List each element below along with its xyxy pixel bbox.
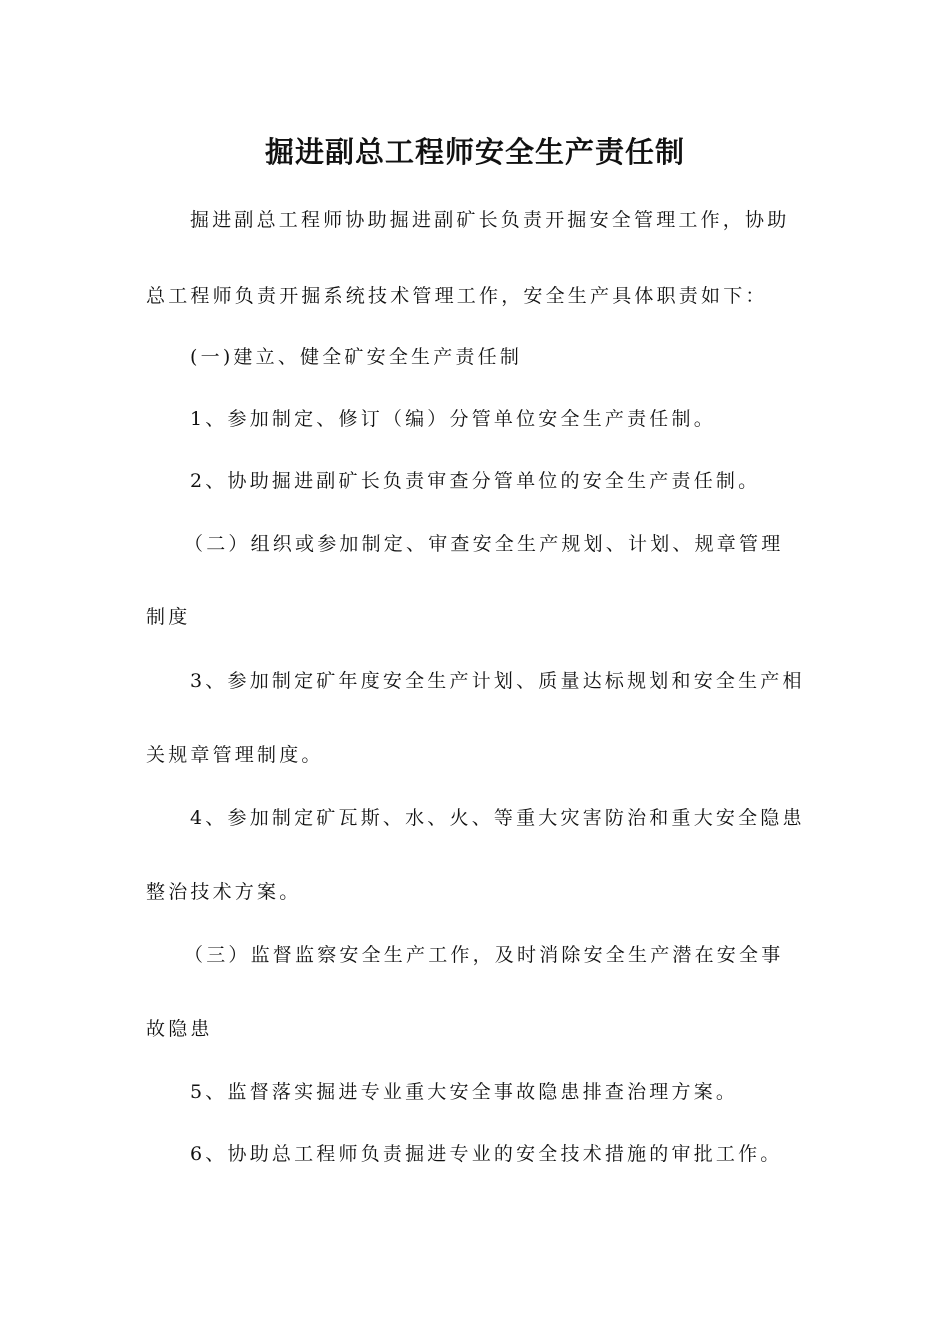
item-4-line-1: 4、参加制定矿瓦斯、水、火、等重大灾害防治和重大安全隐患 [190, 807, 805, 829]
item-6: 6、协助总工程师负责掘进专业的安全技术措施的审批工作。 [190, 1143, 783, 1165]
item-2: 2、协助掘进副矿长负责审查分管单位的安全生产责任制。 [190, 470, 761, 492]
section-heading-3-line-1: （三）监督监察安全生产工作，及时消除安全生产潜在安全事 [184, 944, 784, 966]
paragraph-intro-line-1: 掘进副总工程师协助掘进副矿长负责开掘安全管理工作，协助 [190, 209, 790, 231]
paragraph-intro-line-2: 总工程师负责开掘系统技术管理工作，安全生产具体职责如下： [146, 285, 768, 307]
item-4-line-2: 整治技术方案。 [146, 881, 302, 903]
item-3-line-1: 3、参加制定矿年度安全生产计划、质量达标规划和安全生产相 [190, 670, 805, 692]
section-heading-2-line-2: 制度 [146, 606, 191, 628]
section-heading-1: (一)建立、健全矿安全生产责任制 [190, 346, 523, 368]
item-5: 5、监督落实掘进专业重大安全事故隐患排查治理方案。 [190, 1081, 739, 1103]
document-title: 掘进副总工程师安全生产责任制 [264, 135, 685, 169]
section-heading-3-line-2: 故隐患 [146, 1018, 213, 1040]
item-3-line-2: 关规章管理制度。 [146, 744, 324, 766]
section-heading-2-line-1: （二）组织或参加制定、审查安全生产规划、计划、规章管理 [184, 533, 784, 555]
item-1: 1、参加制定、修订（编）分管单位安全生产责任制。 [190, 408, 716, 430]
